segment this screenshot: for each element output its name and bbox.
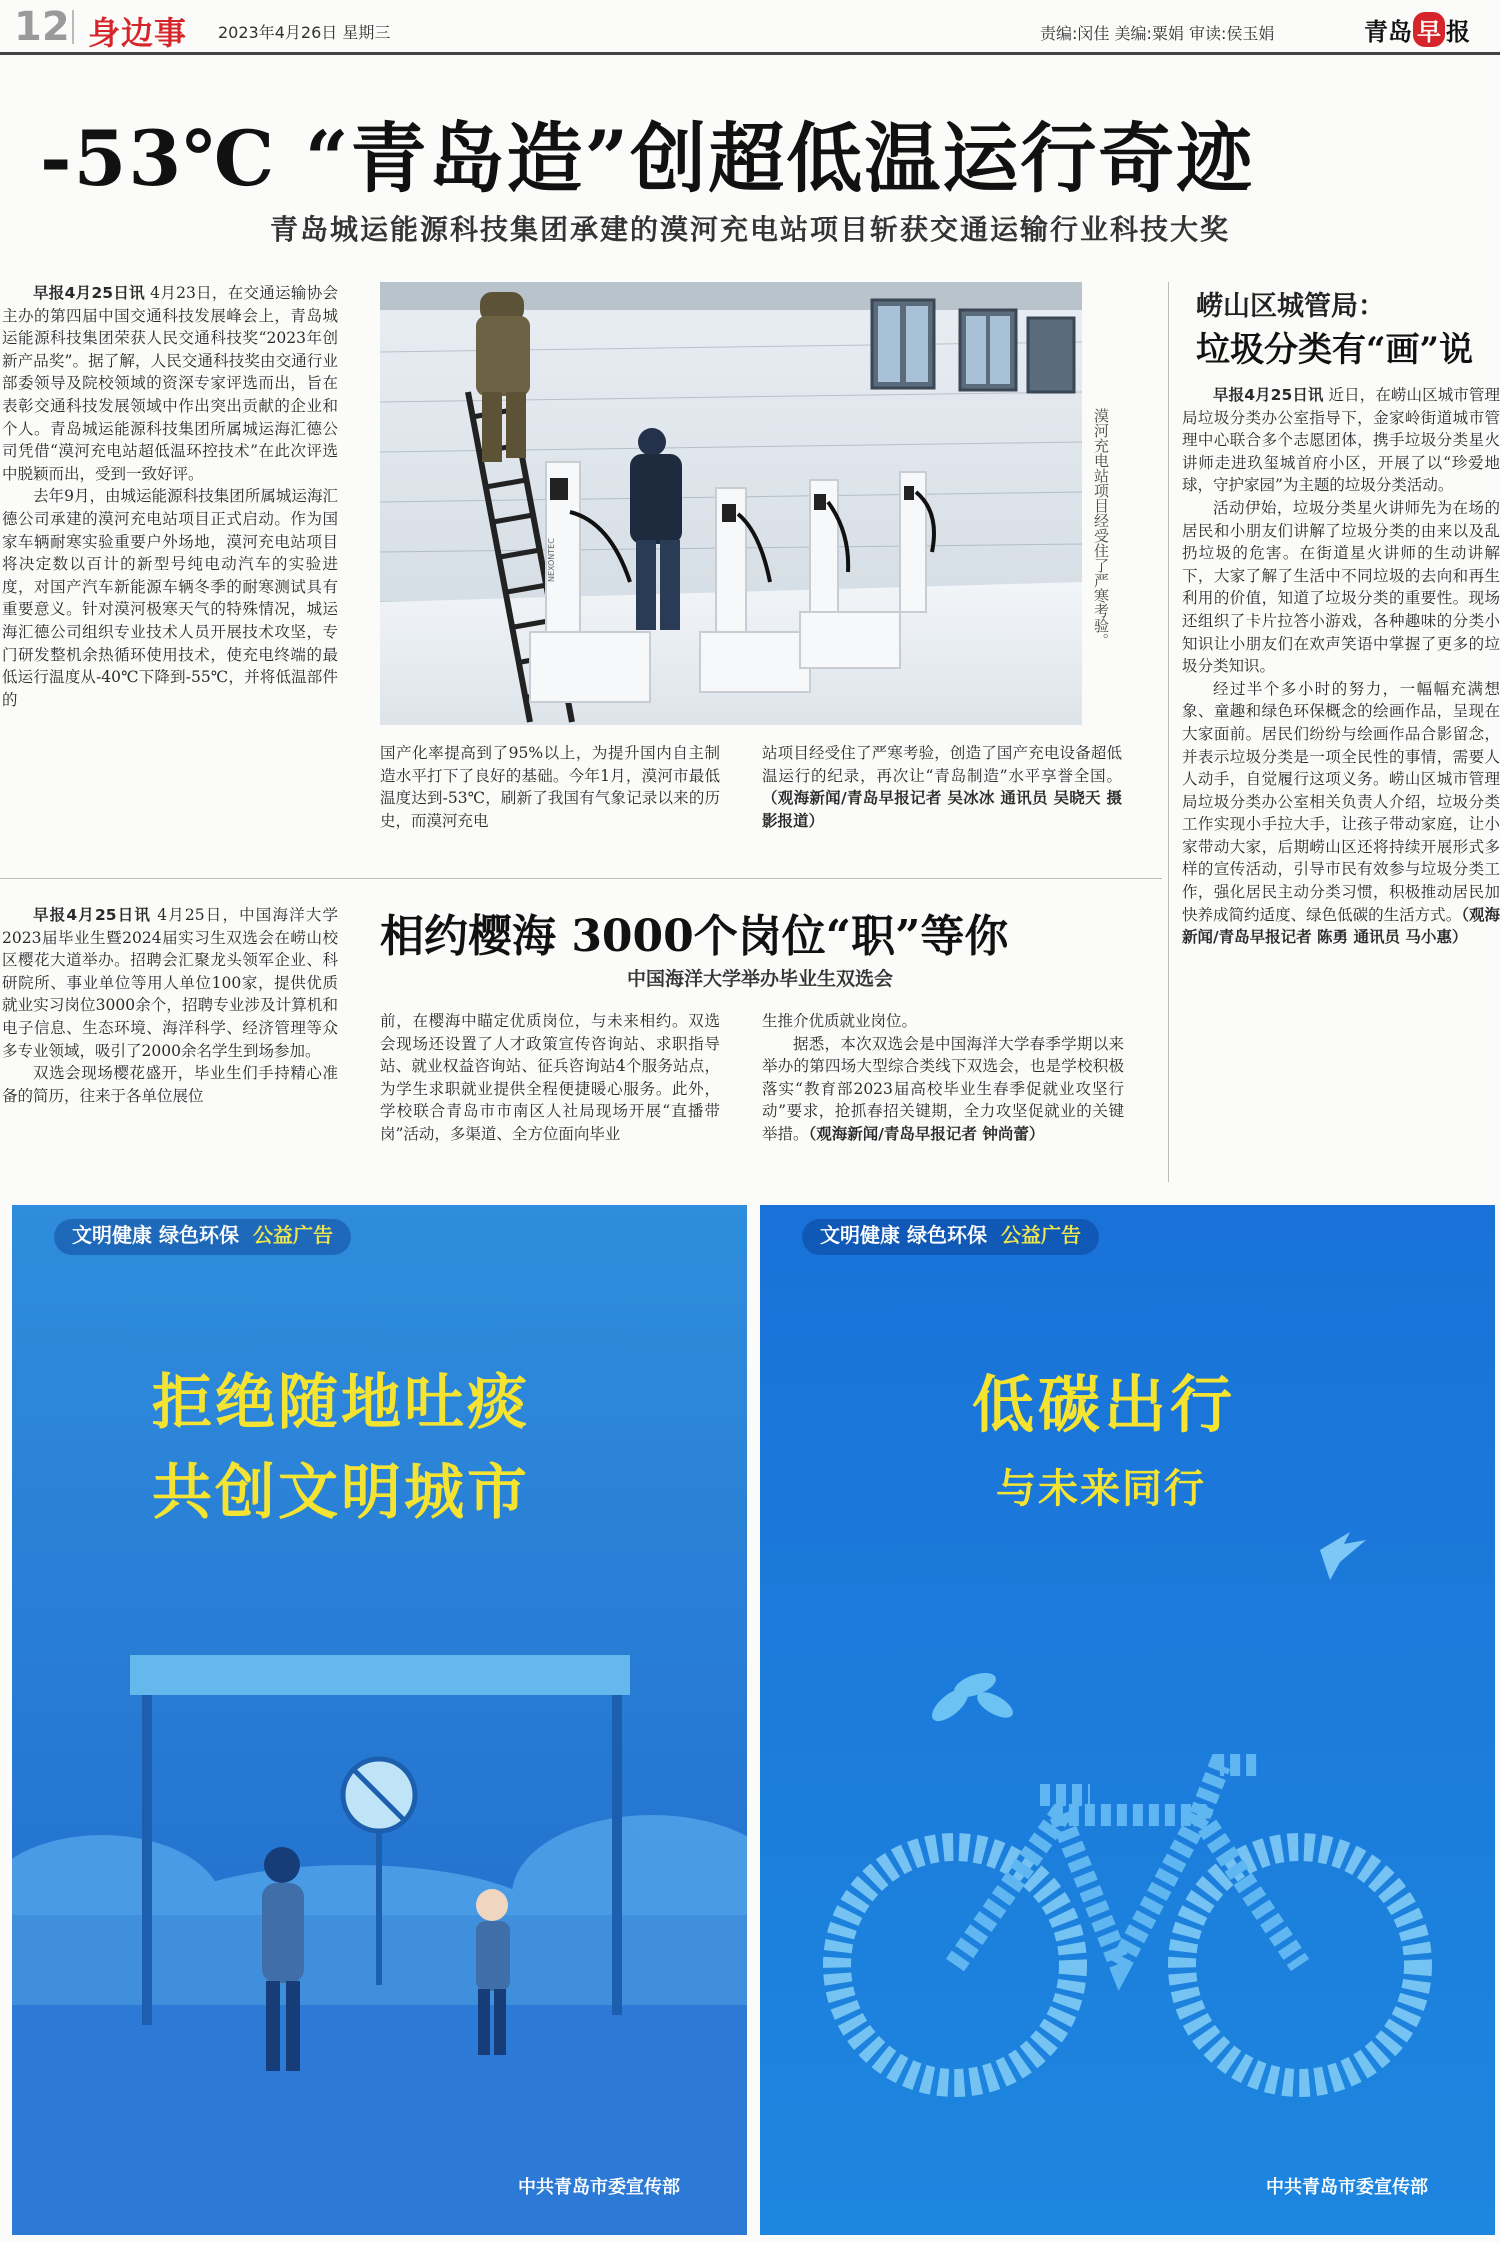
lead-text-3: 站项目经受住了严寒考验，创造了国产充电设备超低温运行的纪录，再次让“青岛制造”水平享誉全国。 (762, 744, 1122, 785)
logo-text: 青岛 (1364, 18, 1412, 46)
second-paragraph-1 (2, 904, 338, 1062)
psa-right-line-1: 低碳出行 (972, 1368, 1237, 1441)
header-rule (0, 52, 1500, 55)
sidebar-byline: （观海新闻/青岛早报记者 陈勇 通讯员 马小惠） (1182, 905, 1500, 947)
newspaper-logo (1364, 12, 1470, 47)
charging-station-illustration (380, 282, 1082, 725)
lead-column-2: 国产化率提高到了95%以上，为提升国内自主制造水平打下了良好的基础。今年1月，漠河市最低温度达到-53℃，刷新了我国有气象记录以来的历史，而漠河充电 (380, 744, 720, 830)
issue-date: 2023年4月26日 星期三 (218, 23, 391, 42)
sidebar-kicker: 崂山区城管局： (1196, 291, 1385, 322)
logo-mark-2: 报 (1446, 18, 1470, 46)
sidebar-text-1: 近日，在崂山区城市管理局垃圾分类办公室指导下，金家岭街道城市管理中心联合多个志愿团体，携手垃圾分类星火讲师走进玖玺城首府小区，开展了以“珍爱地球，守护家园”为主题的垃圾分类活动。 (1182, 386, 1500, 495)
psa-ad-left (12, 1205, 747, 2235)
psa-right-tag-text: 文明健康 绿色环保 (820, 1223, 987, 1247)
lead-subheadline: 青岛城运能源科技集团承建的漠河充电站项目斩获交通运输行业科技大奖 (269, 213, 1230, 246)
sidebar-dateline: 早报4月25日讯 (1213, 386, 1324, 404)
second-column-2: 前，在樱海中瞄定优质岗位，与未来相约。双选会现场还设置了人才政策宣传咨询站、求职指导站、就业权益咨询站、征兵咨询站4个服务站点，为学生求职就业提供全程便捷暖心服务。此外，学校联合青岛市市南区人社局现场开展“直播带岗”活动，多渠道、全方位面向毕业 (380, 1012, 720, 1143)
psa-right-tag-pub: 公益广告 (1000, 1223, 1081, 1247)
second-paragraph-2: 双选会现场樱花盛开，毕业生们手持精心准备的简历，往来于各单位展位 (2, 1064, 338, 1105)
section-name: 身边事 (88, 14, 188, 52)
second-dateline: 早报4月25日讯 (33, 906, 152, 924)
lead-paragraph-2: 去年9月，由城运能源科技集团所属城运海汇德公司承建的漠河充电站项目正式启动。作为国家车辆耐寒实验重要户外场地，漠河充电站项目将决定数以百计的新型号纯电动汽车的实验进度，对国产汽车新能源车辆冬季的耐寒测试具有重要意义。针对漠河极寒天气的特殊情况，城运海汇德公司组织专业技术人员开展技术攻坚，专门研发整机余热循环使用技术，使充电终端的最低运行温度从-40℃下降到-55℃，并将低温部件的 (2, 487, 338, 709)
sidebar-headline: 垃圾分类有“画”说 (1196, 330, 1474, 370)
psa-right-line-2: 与未来同行 (996, 1466, 1206, 1512)
lead-byline: （观海新闻/青岛早报记者 吴冰冰 通讯员 吴晓天 摄影报道） (762, 789, 1122, 830)
lead-dateline: 早报4月25日讯 (33, 284, 145, 302)
sidebar-paragraph-1 (1182, 384, 1500, 497)
sidebar-text-3: 经过半个多小时的努力，一幅幅充满想象、童趣和绿色环保概念的绘画作品，呈现在大家面前。居民们纷纷与绘画作品合影留念，并表示垃圾分类是一项全民性的事情，需要人人动手，自觉履行这项义务。崂山区城市管理局垃圾分类办公室相关负责人介绍，垃圾分类工作实现小手拉大手，让孩子带动家庭，让小家带动大家，后期崂山区还将持续开展形式多样的宣传活动，引导市民有效参与垃圾分类工作，强化居民主动分类习惯，积极推动居民加快养成简约适度、绿色低碳的生活方式。 (1182, 679, 1500, 924)
lead-paragraph-1 (2, 282, 338, 485)
second-text-4: 据悉，本次双选会是中国海洋大学春季学期以来举办的第四场大型综合类线下双选会，也是学校积极落实“教育部2023届高校毕业生春季促就业攻坚行动”要求，抢抓春招关键期，全力攻坚促就业的关键举措。 (762, 1034, 1124, 1143)
photo-caption: 漠河充电站项目经受住了严寒考验。 (1092, 408, 1110, 648)
psa-left-line-2: 共创文明城市 (152, 1458, 530, 1528)
lead-text-1: 4月23日，在交通运输协会主办的第四届中国交通科技发展峰会上，青岛城运能源科技集团荣获人民交通科技奖“2023年创新产品奖”。据了解，人民交通科技奖由交通行业部委领导及院校领域的资深专家评选而出，旨在表彰交通科技发展领域中作出突出贡献的企业和个人。青岛城运能源科技集团所属城运海汇德公司凭借“漠河充电站超低温环控技术”在此次评选中脱颖而出，受到一致好评。 (2, 284, 338, 483)
lead-column-3 (762, 742, 1122, 857)
psa-left-tag-pub: 公益广告 (252, 1223, 333, 1247)
psa-right-footer: 中共青岛市委宣传部 (1266, 2177, 1428, 2198)
second-byline: （观海新闻/青岛早报记者 钟尚蕾） (808, 1124, 1045, 1143)
logo-mark-1: 早 (1413, 12, 1445, 47)
second-headline: 相约樱海 3000个岗位“职”等你 (380, 911, 1009, 962)
page-number: 12 (14, 4, 70, 50)
second-text-1: 4月25日，中国海洋大学2023届毕业生暨2024届实习生双选会在崂山校区樱花大道举办。招聘会汇聚龙头领军企业、科研院所、事业单位等用人单位100家，提供优质就业实习岗位3000余个，招聘专业涉及计算机和电子信息、生态环境、海洋科学、经济管理等众多专业领域，吸引了2000余名学生到场参加。 (2, 906, 338, 1060)
psa-left-tag-text: 文明健康 绿色环保 (72, 1223, 239, 1247)
psa-ad-right (760, 1205, 1495, 2235)
second-subheadline: 中国海洋大学举办毕业生双选会 (626, 968, 893, 990)
section-divider (72, 10, 74, 44)
lead-column-1 (2, 282, 338, 852)
charger-brand-label: NEXONTEC (547, 538, 556, 582)
page-header (0, 0, 1500, 52)
psa-left-footer: 中共青岛市委宣传部 (518, 2177, 680, 2198)
sidebar-paragraph-2: 活动伊始，垃圾分类星火讲师先为在场的居民和小朋友们讲解了垃圾分类的由来以及乱扔垃圾的危害。在街道星火讲师的生动讲解下，大家了解了生活中不同垃圾的去向和再生利用的价值，知道了垃圾分类的重要性。现场还组织了卡片拉答小游戏，各种趣味的分类小知识让小朋友们在欢声笑语中掌握了更多的垃圾分类知识。 (1182, 498, 1500, 676)
section-rule (0, 878, 1162, 879)
lead-headline: -53℃ “青岛造”创超低温运行奇迹 (40, 114, 1255, 203)
psa-left-line-1: 拒绝随地吐痰 (152, 1368, 530, 1438)
sidebar-paragraph-3 (1182, 678, 1500, 949)
sidebar-divider (1168, 282, 1169, 1182)
second-column-1 (2, 904, 338, 1194)
second-column-3 (762, 1010, 1124, 1195)
second-paragraph-4 (762, 1033, 1124, 1146)
charging-station-photo (380, 282, 1082, 725)
second-paragraph-3: 生推介优质就业岗位。 (762, 1012, 918, 1030)
psa-right-tag (802, 1219, 1099, 1255)
editor-credits: 责编:闵佳 美编:粟娟 审读:侯玉娟 (1040, 24, 1275, 43)
psa-left-tag (54, 1219, 351, 1255)
sidebar-body (1182, 384, 1500, 1184)
